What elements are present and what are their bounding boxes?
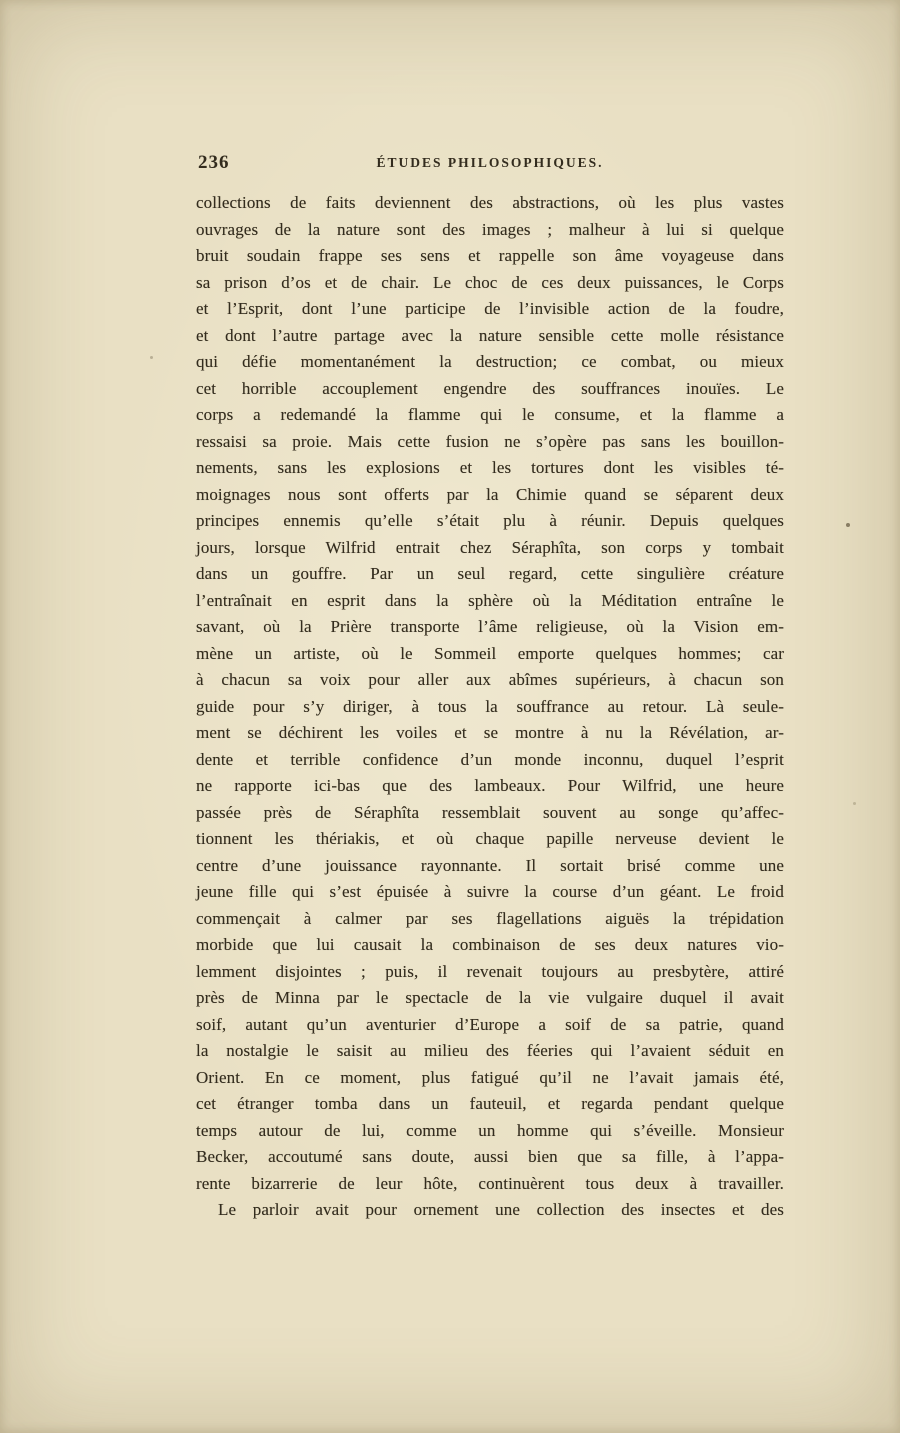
text-line: à chacun sa voix pour aller aux abîmes supérieurs, à chacun son [196, 670, 784, 689]
text-line: morbide que lui causait la combinaison de ses deux natures vio- [196, 935, 784, 954]
text-line: tionnent les thériakis, et où chaque papille nerveuse devient le [196, 829, 784, 848]
text-line: ment se déchirent les voiles et se montre à nu la Révélation, ar- [196, 723, 784, 742]
page-header [196, 152, 784, 178]
text-line: Becker, accoutumé sans doute, aussi bien que sa fille, à l’appa- [196, 1147, 784, 1166]
text-line: collections de faits deviennent des abstractions, où les plus vastes [196, 193, 784, 212]
text-line: ouvrages de la nature sont des images ; malheur à lui si quelque [196, 219, 784, 239]
text-line: centre d’une jouissance rayonnante. Il sortait brisé comme une [196, 855, 784, 875]
text-line: Le parloir avait pour ornement une collection des insectes et des [218, 1200, 784, 1219]
text-line: et l’Esprit, dont l’une participe de l’invisible action de la foudre, [196, 299, 784, 318]
text-line: et dont l’autre partage avec la nature sensible cette molle résistance [196, 325, 784, 345]
text-line: commençait à calmer par ses flagellations aiguës la trépidation [196, 908, 784, 928]
page-content [196, 152, 784, 1224]
text-line: près de Minna par le spectacle de la vie vulgaire duquel il avait [196, 988, 784, 1007]
text-line: la nostalgie le saisit au milieu des féeries qui l’avaient séduit en [196, 1041, 784, 1060]
text-line: guide pour s’y diriger, à tous la souffrance au retour. Là seule- [196, 696, 784, 716]
page-number: 236 [198, 152, 230, 173]
text-line: cet étranger tomba dans un fauteuil, et regarda pendant quelque [196, 1094, 784, 1113]
text-line: Orient. En ce moment, plus fatigué qu’il ne l’avait jamais été, [196, 1067, 784, 1087]
scan-speck [846, 523, 850, 527]
text-line: bruit soudain frappe ses sens et rappelle son âme voyageuse dans [196, 246, 784, 265]
running-title: ÉTUDES PHILOSOPHIQUES. [376, 155, 604, 170]
text-line: cet horrible accouplement engendre des souffrances inouïes. Le [196, 378, 784, 398]
text-line: qui défie momentanément la destruction; ce combat, ou mieux [196, 352, 784, 371]
text-line: principes ennemis qu’elle s’était plu à réunir. Depuis quelques [196, 511, 784, 530]
text-line: dans un gouffre. Par un seul regard, cette singulière créature [196, 564, 784, 583]
text-line: sa prison d’os et de chair. Le choc de ces deux puissances, le Corps [196, 272, 784, 292]
text-line: soif, autant qu’un aventurier d’Europe a soif de sa patrie, quand [196, 1014, 784, 1034]
text-line: dente et terrible confidence d’un monde inconnu, duquel l’esprit [196, 749, 784, 769]
text-line: ressaisi sa proie. Mais cette fusion ne s’opère pas sans les bouillon- [196, 431, 784, 451]
text-line: nements, sans les explosions et les tortures dont les visibles té- [196, 458, 784, 477]
text-line: corps a redemandé la flamme qui le consume, et la flamme a [196, 405, 784, 424]
text-line: jours, lorsque Wilfrid entrait chez Séraphîta, son corps y tombait [196, 537, 784, 557]
text-line: moignages nous sont offerts par la Chimie quand se séparent deux [196, 484, 784, 504]
scan-speck [150, 356, 153, 359]
body-text [196, 190, 784, 1224]
scan-speck [853, 802, 856, 805]
text-line: temps autour de lui, comme un homme qui s’éveille. Monsieur [196, 1120, 784, 1140]
text-line: savant, où la Prière transporte l’âme religieuse, où la Vision em- [196, 617, 784, 636]
text-line: rente bizarrerie de leur hôte, continuèrent tous deux à travailler. [196, 1173, 784, 1193]
text-line: l’entraînait en esprit dans la sphère où la Méditation entraîne le [196, 590, 784, 610]
text-line: lemment disjointes ; puis, il revenait toujours au presbytère, attiré [196, 961, 784, 981]
text-line: ne rapporte ici-bas que des lambeaux. Pour Wilfrid, une heure [196, 776, 784, 795]
text-line: mène un artiste, où le Sommeil emporte quelques hommes; car [196, 643, 784, 663]
text-line: passée près de Séraphîta ressemblait souvent au songe qu’affec- [196, 802, 784, 822]
text-line: jeune fille qui s’est épuisée à suivre la course d’un géant. Le froid [196, 882, 784, 901]
